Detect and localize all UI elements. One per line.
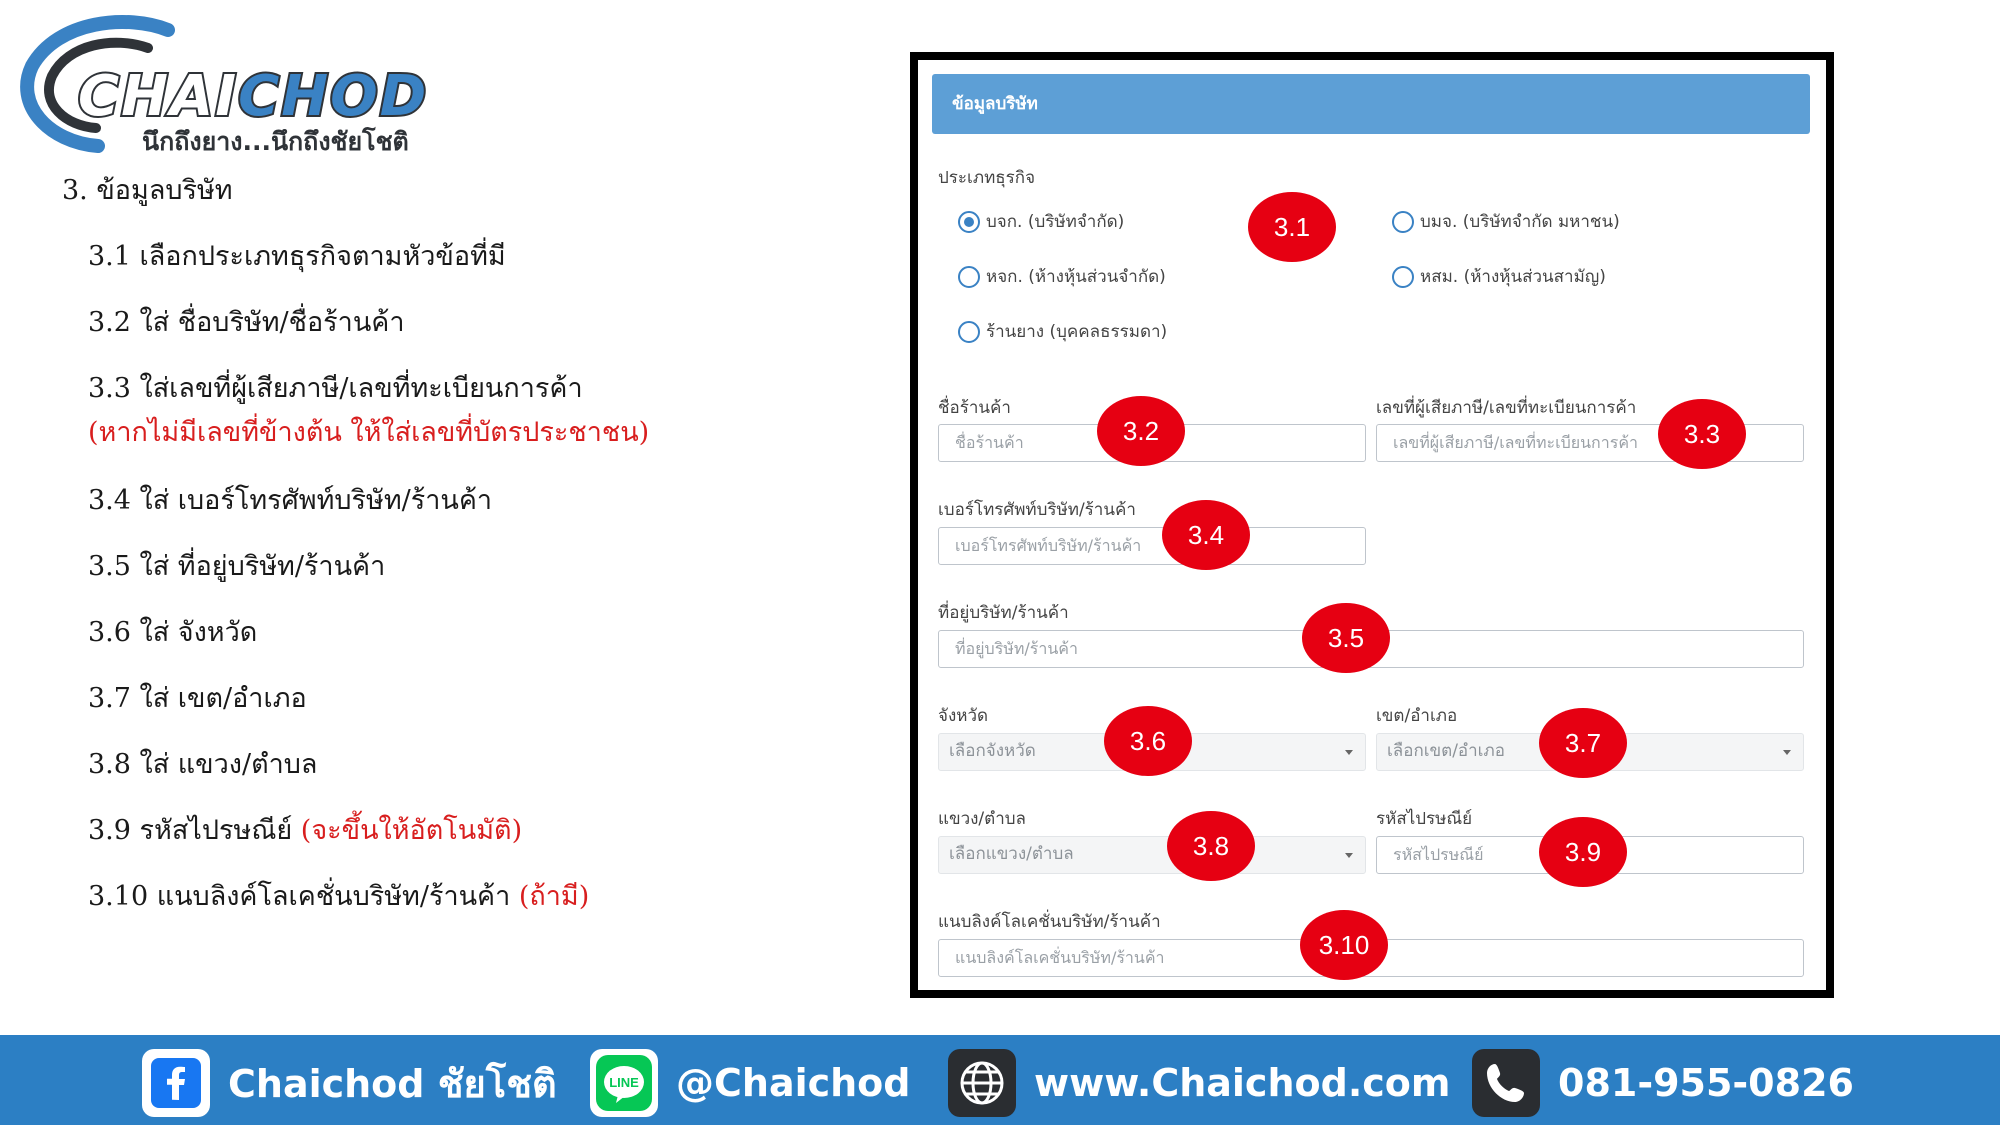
- instruction-item: 3.1 เลือกประเภทธุรกิจตามหัวข้อที่มี: [88, 241, 506, 272]
- marker-3-8: 3.8: [1167, 811, 1255, 881]
- instruction-item: 3.6 ใส่ จังหวัด: [88, 617, 258, 648]
- location-link-input[interactable]: แนบลิงค์โลเคชั่นบริษัท/ร้านค้า: [938, 939, 1804, 977]
- phone-icon: [1472, 1049, 1540, 1117]
- radio-unchecked-icon[interactable]: [1392, 266, 1414, 288]
- subdistrict-label: แขวง/ตำบล: [938, 809, 1026, 829]
- tax-id-label: เลขที่ผู้เสียภาษี/เลขที่ทะเบียนการค้า: [1376, 398, 1637, 418]
- radio-unchecked-icon[interactable]: [1392, 211, 1414, 233]
- website-contact[interactable]: www.Chaichod.com: [948, 1049, 1450, 1117]
- svg-text:LINE: LINE: [609, 1075, 639, 1090]
- caret-down-icon: [1345, 750, 1353, 755]
- instruction-item: 3.2 ใส่ ชื่อบริษัท/ชื่อร้านค้า: [88, 307, 405, 338]
- instruction-item: 3.4 ใส่ เบอร์โทรศัพท์บริษัท/ร้านค้า: [88, 485, 493, 516]
- brand-logo: [18, 14, 438, 154]
- logo-wordmark: CHAICHOD: [78, 64, 429, 129]
- radio-ordinary-partnership[interactable]: หสม. (ห้างหุ้นส่วนสามัญ): [1392, 263, 1606, 290]
- facebook-contact[interactable]: Chaichod ชัยโชติ: [142, 1049, 557, 1117]
- radio-company-limited[interactable]: บจก. (บริษัทจำกัด): [958, 208, 1124, 235]
- address-label: ที่อยู่บริษัท/ร้านค้า: [938, 603, 1069, 623]
- caret-down-icon: [1783, 750, 1791, 755]
- globe-icon: [948, 1049, 1016, 1117]
- radio-tire-shop[interactable]: ร้านยาง (บุคคลธรรมดา): [958, 318, 1167, 345]
- postcode-label: รหัสไปรษณีย์: [1376, 809, 1473, 829]
- instruction-item: 3.3 ใส่เลขที่ผู้เสียภาษี/เลขที่ทะเบียนการค้า: [88, 373, 583, 404]
- logo-tagline: นึกถึงยาง...นึกถึงชัยโชติ: [142, 127, 409, 156]
- instruction-item: 3.5 ใส่ ที่อยู่บริษัท/ร้านค้า: [88, 551, 386, 582]
- radio-limited-partnership[interactable]: หจก. (ห้างหุ้นส่วนจำกัด): [958, 263, 1166, 290]
- shop-name-input[interactable]: ชื่อร้านค้า: [938, 424, 1366, 462]
- marker-3-10: 3.10: [1300, 910, 1388, 980]
- phone-label: เบอร์โทรศัพท์บริษัท/ร้านค้า: [938, 500, 1136, 520]
- radio-unchecked-icon[interactable]: [958, 266, 980, 288]
- instruction-item: 3.7 ใส่ เขต/อำเภอ: [88, 683, 307, 714]
- facebook-icon: [142, 1049, 210, 1117]
- phone-input[interactable]: เบอร์โทรศัพท์บริษัท/ร้านค้า: [938, 527, 1366, 565]
- shop-name-label: ชื่อร้านค้า: [938, 398, 1011, 418]
- contact-footer: [0, 1035, 2000, 1125]
- instruction-item: 3.10 แนบลิงค์โลเคชั่นบริษัท/ร้านค้า (ถ้ามี): [88, 881, 590, 912]
- district-select[interactable]: เลือกเขต/อำเภอ: [1376, 733, 1804, 771]
- radio-public-company[interactable]: บมจ. (บริษัทจำกัด มหาชน): [1392, 208, 1620, 235]
- postcode-input[interactable]: รหัสไปรษณีย์: [1376, 836, 1804, 874]
- line-icon: [590, 1049, 658, 1117]
- marker-3-9: 3.9: [1539, 817, 1627, 887]
- province-select[interactable]: เลือกจังหวัด: [938, 733, 1366, 771]
- radio-checked-icon[interactable]: [958, 211, 980, 233]
- marker-3-7: 3.7: [1539, 708, 1627, 778]
- marker-3-6: 3.6: [1104, 706, 1192, 776]
- district-label: เขต/อำเภอ: [1376, 706, 1458, 726]
- marker-3-1: 3.1: [1248, 192, 1336, 262]
- instructions-title: 3. ข้อมูลบริษัท: [62, 175, 233, 206]
- address-input[interactable]: ที่อยู่บริษัท/ร้านค้า: [938, 630, 1804, 668]
- province-label: จังหวัด: [938, 706, 989, 726]
- tax-id-input[interactable]: เลขที่ผู้เสียภาษี/เลขที่ทะเบียนการค้า: [1376, 424, 1804, 462]
- location-link-label: แนบลิงค์โลเคชั่นบริษัท/ร้านค้า: [938, 912, 1161, 932]
- marker-3-4: 3.4: [1162, 500, 1250, 570]
- business-type-label: ประเภทธุรกิจ: [938, 168, 1036, 188]
- caret-down-icon: [1345, 853, 1353, 858]
- subdistrict-select[interactable]: เลือกแขวง/ตำบล: [938, 836, 1366, 874]
- instruction-item: 3.8 ใส่ แขวง/ตำบล: [88, 749, 318, 780]
- phone-contact[interactable]: 081-955-0826: [1472, 1049, 1854, 1117]
- marker-3-3: 3.3: [1658, 399, 1746, 469]
- instruction-item: 3.9 รหัสไปรษณีย์ (จะขึ้นให้อัตโนมัติ): [88, 815, 523, 846]
- form-header: ข้อมูลบริษัท: [932, 74, 1810, 134]
- instruction-note: (หากไม่มีเลขที่ข้างต้น ให้ใส่เลขที่บัตรประชาชน): [88, 417, 650, 448]
- marker-3-2: 3.2: [1097, 396, 1185, 466]
- line-contact[interactable]: LINE @Chaichod: [590, 1049, 911, 1117]
- marker-3-5: 3.5: [1302, 603, 1390, 673]
- company-info-form: [910, 52, 1834, 998]
- radio-unchecked-icon[interactable]: [958, 321, 980, 343]
